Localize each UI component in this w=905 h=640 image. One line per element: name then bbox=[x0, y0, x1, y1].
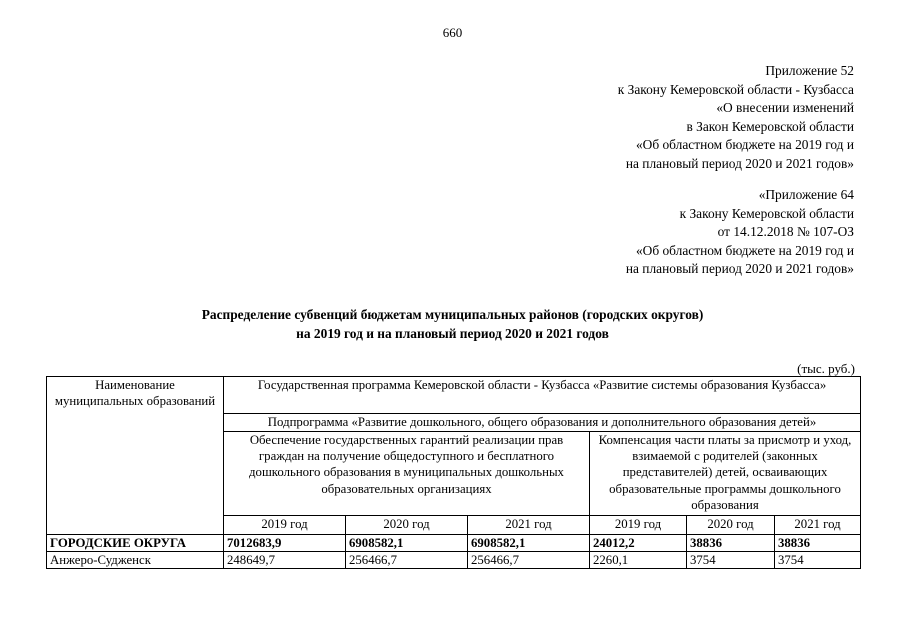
program-header: Государственная программа Кемеровской области - Кузбасса «Развитие системы образования Кузбасса» bbox=[224, 377, 861, 414]
row-value: 6908582,1 bbox=[468, 535, 590, 552]
table-row bbox=[47, 535, 861, 552]
row-value: 2260,1 bbox=[590, 552, 687, 569]
subprogram-header: Подпрограмма «Развитие дошкольного, общего образования и дополнительного образования детей» bbox=[224, 414, 861, 432]
title-line-1: Распределение субвенций бюджетам муниципальных районов (городских округов) bbox=[201, 307, 704, 322]
annex-line: «Об областном бюджете на 2019 год и bbox=[635, 137, 854, 153]
row-value: 38836 bbox=[775, 535, 861, 552]
document-title bbox=[0, 306, 905, 343]
year-header: 2019 год bbox=[590, 516, 687, 535]
year-header: 2020 год bbox=[346, 516, 468, 535]
title-line-2: на 2019 год и на плановый период 2020 и 2021 годов bbox=[296, 325, 609, 341]
name-column-header: Наименование муниципальных образований bbox=[47, 377, 224, 535]
group-compensation-header: Компенсация части платы за присмотр и уход, взимаемой с родителей (законных представителей) детей, осваивающих образовательные программы дошкольного образования bbox=[590, 432, 861, 516]
annex-line: к Закону Кемеровской области - Кузбасса bbox=[617, 81, 854, 97]
row-value: 24012,2 bbox=[590, 535, 687, 552]
row-value: 256466,7 bbox=[468, 552, 590, 569]
annex-line: «О внесении изменений bbox=[716, 100, 854, 116]
annex-original-header bbox=[626, 186, 854, 279]
annex-line: Приложение 52 bbox=[765, 63, 854, 78]
annex-line: «Приложение 64 bbox=[758, 187, 854, 202]
row-name: Анжеро-Судженск bbox=[47, 552, 224, 569]
row-value: 3754 bbox=[775, 552, 861, 569]
subsidy-table bbox=[46, 376, 861, 569]
row-value: 3754 bbox=[687, 552, 775, 569]
annex-line: в Закон Кемеровской области bbox=[686, 118, 854, 134]
row-value: 6908582,1 bbox=[346, 535, 468, 552]
annex-line: «Об областном бюджете на 2019 год и bbox=[635, 242, 854, 258]
annex-line: на плановый период 2020 и 2021 годов» bbox=[625, 261, 854, 277]
row-value: 38836 bbox=[687, 535, 775, 552]
row-name: ГОРОДСКИЕ ОКРУГА bbox=[47, 535, 224, 552]
year-header: 2021 год bbox=[468, 516, 590, 535]
annex-line: к Закону Кемеровской области bbox=[679, 205, 854, 221]
annex-line: от 14.12.2018 № 107-ОЗ bbox=[717, 224, 854, 240]
year-header: 2019 год bbox=[224, 516, 346, 535]
annex-current-header bbox=[618, 62, 854, 174]
table-row bbox=[47, 552, 861, 569]
page-number: 660 bbox=[442, 25, 463, 40]
annex-line: на плановый период 2020 и 2021 годов» bbox=[625, 155, 854, 171]
row-value: 256466,7 bbox=[346, 552, 468, 569]
year-header: 2020 год bbox=[687, 516, 775, 535]
row-value: 248649,7 bbox=[224, 552, 346, 569]
group-guarantees-header: Обеспечение государственных гарантий реализации прав граждан на получение общедоступного и бесплатного дошкольного образования в муниципальных дошкольных образовательных организациях bbox=[224, 432, 590, 516]
year-header: 2021 год bbox=[775, 516, 861, 535]
row-value: 7012683,9 bbox=[224, 535, 346, 552]
units-label: (тыс. руб.) bbox=[797, 361, 855, 376]
